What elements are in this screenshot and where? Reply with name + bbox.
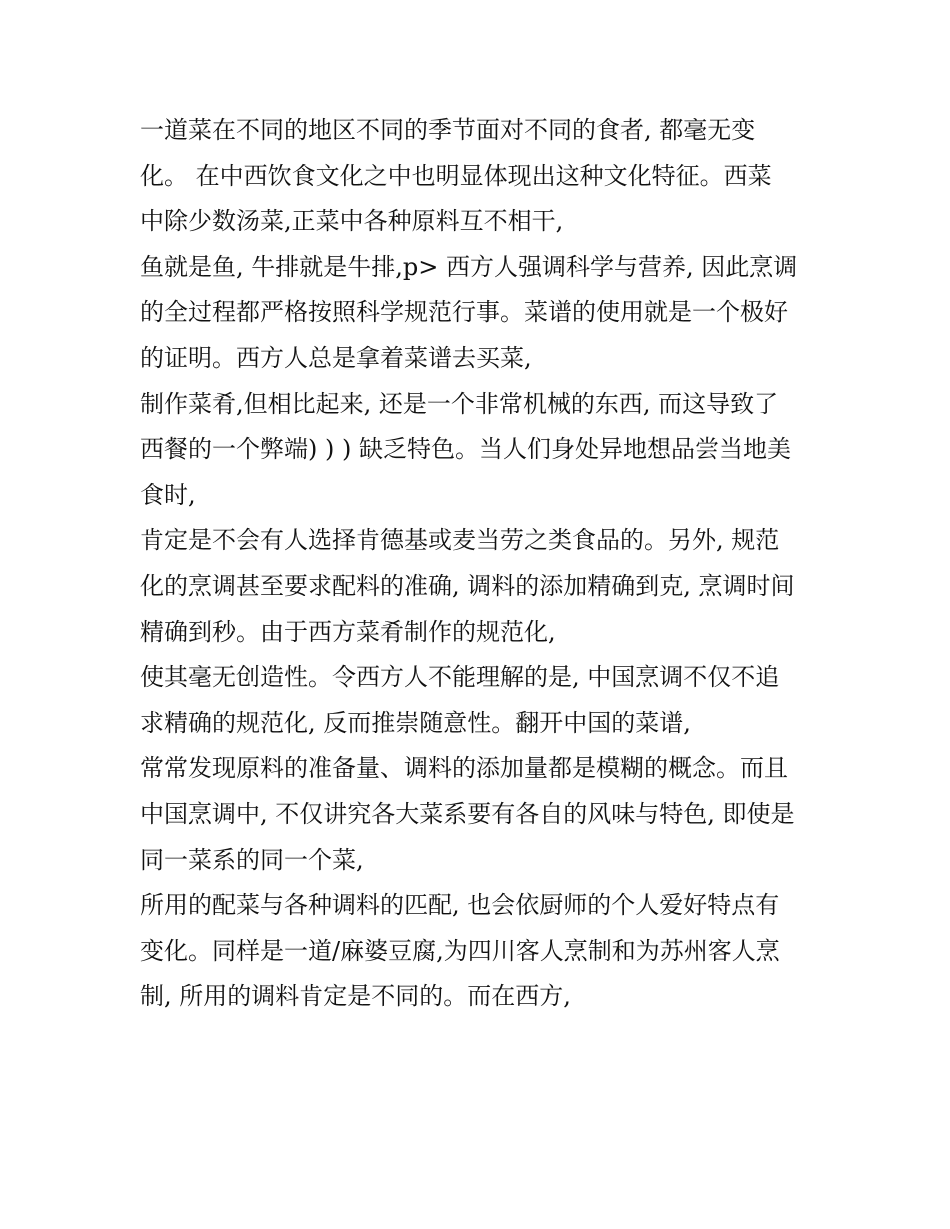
text-line: 常常发现原料的准备量、调料的添加量都是模糊的概念。而且 (140, 754, 788, 783)
text-line: 的证明。西方人总是拿着菜谱去买菜, (140, 343, 532, 372)
text-line: 食时, (140, 480, 196, 509)
text-line: 中除少数汤菜,正菜中各种原料互不相干, (140, 207, 564, 236)
text-line: 的全过程都严格按照科学规范行事。菜谱的使用就是一个极好 (140, 298, 788, 327)
text-line: 制, 所用的调料肯定是不同的。而在西方, (140, 982, 571, 1011)
body-text (140, 108, 830, 1020)
text-line: 一道菜在不同的地区不同的季节面对不同的食者, 都毫无变 (140, 116, 756, 144)
text-line: 鱼就是鱼, 牛排就是牛排,p> 西方人强调科学与营养, 因此烹调 (140, 252, 798, 281)
text-line: 中国烹调中, 不仅讲究各大菜系要有各自的风味与特色, 即使是 (140, 799, 795, 828)
text-line: 同一菜系的同一个菜, (140, 845, 364, 874)
text-line: 化。 在中西饮食文化之中也明显体现出这种文化特征。西菜 (140, 161, 772, 190)
text-line: 化的烹调甚至要求配料的准确, 调料的添加精确到克, 烹调时间 (140, 571, 795, 600)
text-line: 肯定是不会有人选择肯德基或麦当劳之类食品的。另外, 规范 (140, 526, 780, 555)
text-line: 精确到秒。由于西方菜肴制作的规范化, (140, 617, 556, 646)
text-line: 变化。同样是一道/麻婆豆腐,为四川客人烹制和为苏州客人烹 (140, 936, 780, 965)
text-line: 制作菜肴,但相比起来, 还是一个非常机械的东西, 而这导致了 (140, 389, 779, 418)
text-line: 求精确的规范化, 反而推崇随意性。翻开中国的菜谱, (140, 708, 691, 737)
text-line: 使其毫无创造性。令西方人不能理解的是, 中国烹调不仅不追 (140, 663, 780, 692)
text-line: 所用的配菜与各种调料的匹配, 也会依厨师的个人爱好特点有 (140, 891, 780, 920)
text-line: 西餐的一个弊端) ) ) 缺乏特色。当人们身处异地想品尝当地美 (140, 435, 791, 464)
